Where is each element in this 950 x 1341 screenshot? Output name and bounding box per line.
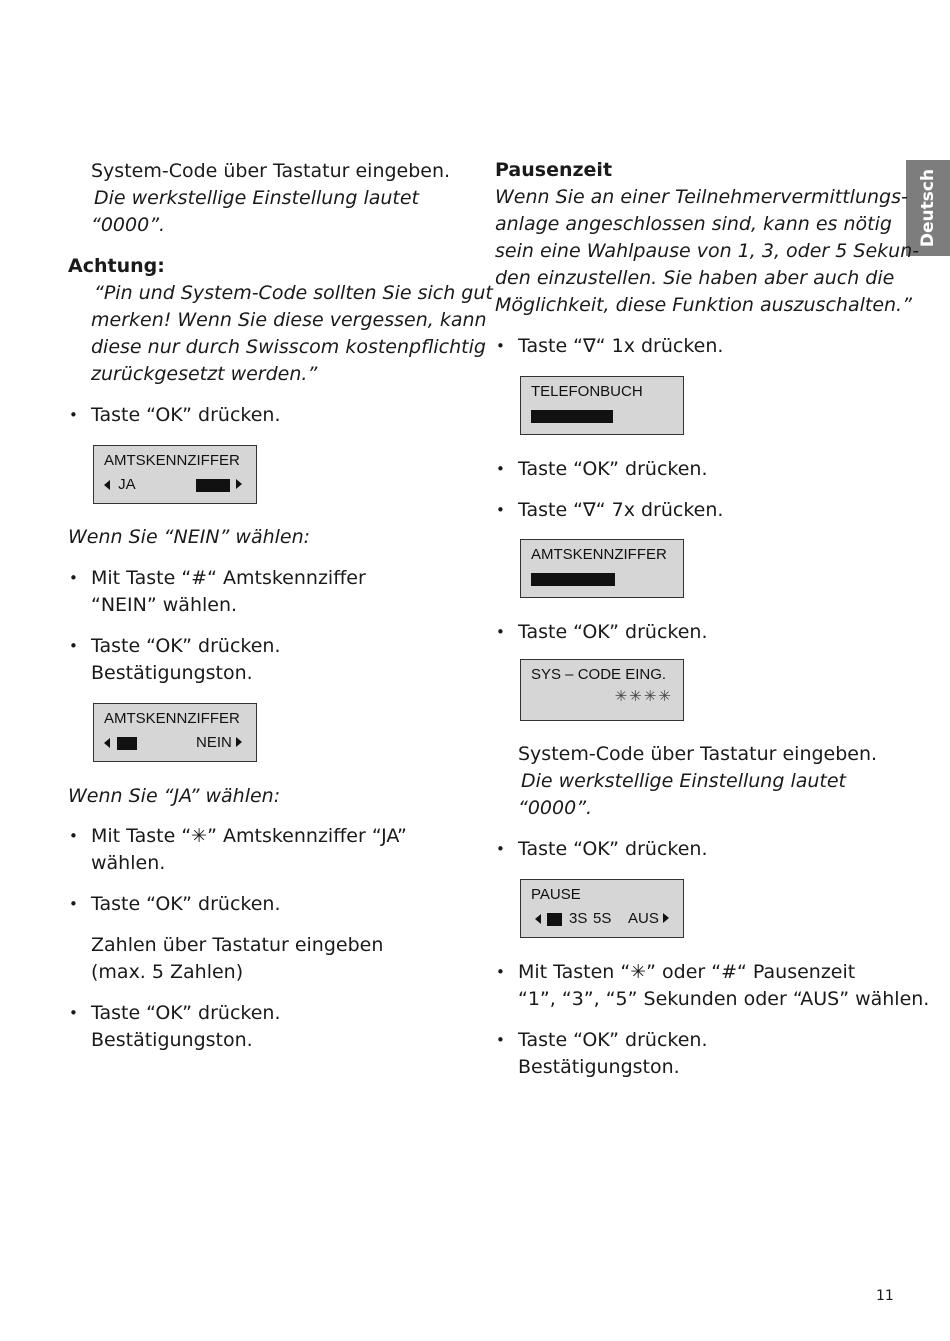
arrow-right-icon — [663, 913, 669, 923]
right-confirm-tone: Bestätigungston. — [518, 1056, 680, 1078]
lcd-block-bar — [531, 410, 613, 423]
pausenzeit-intro-1: Wenn Sie an einer Teilnehmervermittlungs- — [495, 186, 908, 208]
right-step-select-pause-1: • Mit Tasten “✳” oder “#“ Pausenzeit — [518, 959, 855, 986]
lcd-line2 — [531, 910, 673, 928]
left-step-nein-2: “NEIN” wählen. — [91, 594, 238, 616]
arrow-left-icon — [104, 738, 110, 748]
lcd-line1: TELEFONBUCH — [531, 383, 643, 400]
left-intro-italic-1: Die werkstellige Einstellung lautet — [94, 187, 420, 209]
lcd-option-aus: AUS — [628, 910, 659, 927]
left-enter-numbers-1: Zahlen über Tastatur eingeben — [91, 934, 384, 956]
right-step-down-7x: • Taste “∇“ 7x drücken. — [518, 497, 723, 524]
lcd-display-pause — [520, 879, 684, 938]
achtung-text-3: diese nur durch Swisscom kostenpflichtig — [91, 336, 486, 358]
right-syscode-text: System-Code über Tastatur eingeben. — [518, 743, 878, 765]
achtung-text-2: merken! Wenn Sie diese vergessen, kann — [91, 309, 487, 331]
lcd-option-3s: 3S — [569, 910, 588, 927]
lcd-display-amtskennziffer-ja — [93, 445, 257, 504]
pausenzeit-intro-5: Möglichkeit, diese Funktion auszuschalten.” — [495, 294, 912, 316]
right-step-ok-4: • Taste “OK” drücken. — [518, 1027, 708, 1054]
lcd-option-5s: 5S — [593, 910, 612, 927]
right-syscode-italic-1: Die werkstellige Einstellung lautet — [521, 770, 847, 792]
arrow-right-icon — [236, 737, 242, 747]
left-confirm-tone-2: Bestätigungston. — [91, 1029, 253, 1051]
lcd-line2 — [531, 570, 673, 588]
achtung-text-1: “Pin und System-Code sollten Sie sich gut — [94, 282, 493, 304]
left-step-ok-3: • Taste “OK” drücken. — [91, 891, 281, 918]
left-step-nein-1: • Mit Taste “#“ Amtskennziffer — [91, 565, 366, 592]
achtung-text-4: zurückgesetzt werden.” — [91, 363, 318, 385]
right-step-ok-1: • Taste “OK” drücken. — [518, 456, 708, 483]
lcd-cursor-block — [547, 913, 562, 926]
lcd-line2 — [531, 407, 673, 425]
right-step-ok-2: • Taste “OK” drücken. — [518, 619, 708, 646]
left-step-ok-1: • Taste “OK” drücken. — [91, 402, 281, 429]
lcd-display-amtskennziffer — [520, 539, 684, 598]
lcd-line2 — [104, 476, 246, 494]
arrow-left-icon — [104, 480, 110, 490]
lcd-cursor-block — [117, 737, 137, 750]
lcd-display-sys-code — [520, 659, 684, 721]
pausenzeit-intro-2: anlage angeschlossen sind, kann es nötig — [495, 213, 892, 235]
pausenzeit-intro-3: sein eine Wahlpause von 1, 3, oder 5 Sekun- — [495, 240, 920, 262]
left-enter-numbers-2: (max. 5 Zahlen) — [91, 961, 244, 983]
language-tab-label: Deutsch — [918, 168, 938, 248]
right-step-down-1x: • Taste “∇“ 1x drücken. — [518, 333, 723, 360]
lcd-line1: PAUSE — [531, 886, 581, 903]
arrow-left-icon — [535, 914, 541, 924]
left-step-ja-2: wählen. — [91, 852, 166, 874]
pausenzeit-heading: Pausenzeit — [495, 159, 613, 181]
wenn-nein-heading: Wenn Sie “NEIN” wählen: — [68, 526, 311, 548]
lcd-display-telefonbuch — [520, 376, 684, 435]
lcd-block-bar — [531, 573, 615, 586]
left-intro-text: System-Code über Tastatur eingeben. — [91, 160, 451, 182]
lcd-line2 — [104, 734, 246, 752]
lcd-line2-stars: ✳✳✳✳ — [614, 688, 673, 705]
left-step-ok-4: • Taste “OK” drücken. — [91, 1000, 281, 1027]
left-step-ok-2: • Taste “OK” drücken. — [91, 633, 281, 660]
right-step-ok-3: • Taste “OK” drücken. — [518, 836, 708, 863]
lcd-display-amtskennziffer-nein — [93, 703, 257, 762]
pausenzeit-intro-4: den einzustellen. Sie haben aber auch die — [495, 267, 895, 289]
right-syscode-italic-2: “0000”. — [518, 797, 593, 819]
lcd-cursor-block — [196, 479, 230, 492]
left-confirm-tone-1: Bestätigungston. — [91, 662, 253, 684]
lcd-line1: AMTSKENNZIFFER — [104, 452, 240, 469]
left-step-ja-1: • Mit Taste “✳” Amtskennziffer “JA” — [91, 823, 407, 850]
left-intro-italic-2: “0000”. — [91, 214, 166, 236]
lcd-line1: AMTSKENNZIFFER — [104, 710, 240, 727]
lcd-line1: AMTSKENNZIFFER — [531, 546, 667, 563]
lcd-line1: SYS – CODE EING. — [531, 666, 667, 683]
arrow-right-icon — [236, 479, 242, 489]
achtung-heading: Achtung: — [68, 255, 165, 277]
page-number: 11 — [876, 1288, 894, 1304]
wenn-ja-heading: Wenn Sie “JA” wählen: — [68, 785, 281, 807]
right-step-select-pause-2: “1”, “3”, “5” Sekunden oder “AUS” wählen. — [518, 988, 930, 1010]
lcd-option-ja: JA — [118, 476, 136, 493]
lcd-option-nein: NEIN — [196, 734, 232, 751]
